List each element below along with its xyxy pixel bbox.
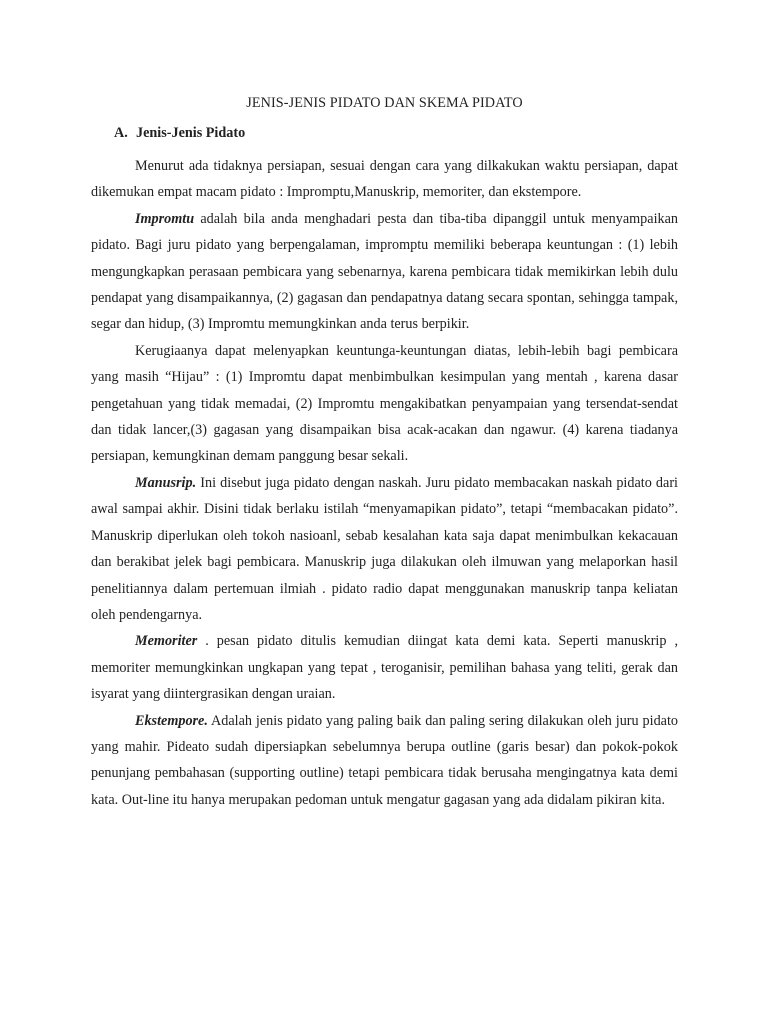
paragraph-kerugian — [91, 338, 678, 470]
paragraph-intro — [91, 153, 678, 206]
paragraph-term: Manusrip. — [135, 474, 197, 491]
paragraph-text: Kerugiaanya dapat melenyapkan keuntunga-keuntungan diatas, lebih-lebih bagi pembicara yang masih “Hijau” : (1) Impromtu dapat menbimbulkan kesimpulan yang mentah , karena dasar pengetahuan yang tidak memadai, (2) Impromtu mengakibatkan penyampaian yang tersendat-sendat dan tidak lancer,(3) gagasan yang disampaikan bisa acak-acakan dan ngawur. (4) karena tiadanya persiapan, kemungkinan demam panggung besar sekali. — [91, 342, 678, 465]
paragraph-impromtu — [91, 206, 678, 338]
document-title: JENIS-JENIS PIDATO DAN SKEMA PIDATO — [246, 95, 523, 111]
paragraph-text: adalah bila anda menghadari pesta dan tiba-tiba dipanggil untuk menyampaikan pidato. Bagi juru pidato yang berpengalaman, impromptu memiliki beberapa keuntungan : (1) lebih mengungkapkan perasaan pembicara yang sebenarnya, karena pembicara tidak memikirkan lebih dulu pendapat yang disampaikannya, (2) gagasan dan pendapatnya datang secara spontan, sehingga tampak, segar dan hidup, (3) Impromtu memungkinkan anda terus berpikir. — [91, 210, 678, 333]
paragraph-text: Adalah jenis pidato yang paling baik dan paling sering dilakukan oleh juru pidato yang mahir. Pideato sudah dipersiapkan sebelumnya berupa outline (garis besar) dan pokok-pokok penunjang pembahasan (supporting outline) tetapi pembicara tidak berusaha mengingatnya kata demi kata. Out-line itu hanya merupakan pedoman untuk mengatur gagasan yang ada didalam pikiran kita. — [91, 712, 678, 808]
paragraph-memoriter — [91, 628, 678, 707]
paragraph-term: Memoriter — [135, 633, 198, 650]
paragraph-term: Ekstempore. — [135, 712, 208, 729]
section-heading — [91, 123, 678, 143]
paragraph-term: Impromtu — [135, 210, 195, 227]
paragraph-text: Menurut ada tidaknya persiapan, sesuai dengan cara yang dilkakukan waktu persiapan, dapat dikemukan empat macam pidato : Impromptu,Manuskrip, memoriter, dan ekstempore. — [91, 158, 678, 201]
section-letter: A. — [114, 125, 128, 141]
document-content — [91, 93, 678, 813]
paragraph-manuskrip — [91, 470, 678, 628]
paragraph-text: . pesan pidato ditulis kemudian diingat kata demi kata. Seperti manuskrip , memoriter memungkinkan ungkapan yang tepat , teroganisir, pemilihan bahasa yang teliti, gerak dan isyarat yang diintergrasikan dengan uraian. — [91, 633, 678, 703]
paragraph-text: Ini disebut juga pidato dengan naskah. Juru pidato membacakan naskah pidato dari awal sampai akhir. Disini tidak berlaku istilah “menyamapikan pidato”, tetapi “membacakan pidato”. Manuskrip diperlukan oleh tokoh nasioanl, sebab kesalahan kata saja dapat menimbulkan kekacauan dan berakibat jelek bagi pembicara. Manuskrip juga dilakukan oleh ilmuwan yang melaporkan hasil penelitiannya dalam pertemuan ilmiah . pidato radio dapat menggunakan manuskrip tanpa keliatan oleh pendengarnya. — [91, 474, 678, 623]
section-title: Jenis-Jenis Pidato — [136, 125, 246, 141]
paragraph-ekstempore — [91, 708, 678, 814]
